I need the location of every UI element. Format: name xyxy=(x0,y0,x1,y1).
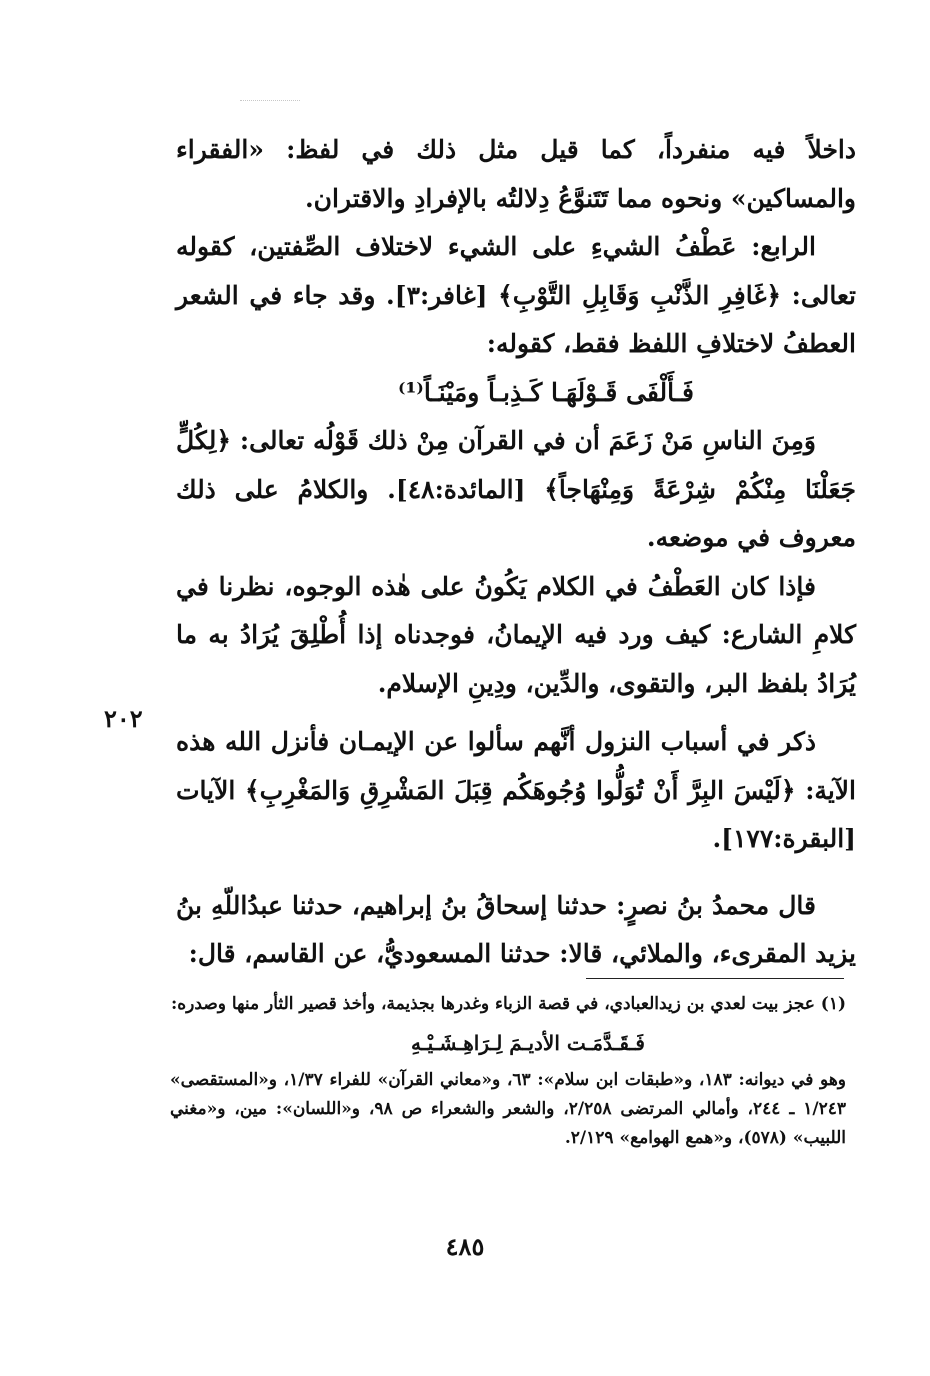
paragraph-2: الرابع: عَطْفُ الشيءِ على الشيء لاختلاف الصِّفتين، كقوله تعالى: ﴿غَافِرِ الذَّنْبِ وَقَابِلِ التَّوْبِ﴾ [غافر:٣]. وقد جاء في الشعر العطفُ لاختلافِ اللفظ فقط، كقوله: xyxy=(176,232,857,358)
paragraph-3: وَمِنَ الناسِ مَنْ زَعَمَ أن في القرآن مِنْ ذلك قَوْلُه تعالى: ﴿لِكُلٍّ جَعَلْنَا مِنْكُمْ شِرْعَةً وَمِنْهَاجاً﴾ [المائدة:٤٨]. والكلامُ على ذلك معروف في موضعه. xyxy=(176,426,856,552)
footnote-1: (١) عجز بيت لعدي بن زيدالعبادي، في قصة الزباء وغدرها بجذيمة، وأخذ قصير الثأر منها وصدره: xyxy=(171,994,846,1014)
main-text-body xyxy=(176,126,856,979)
footnote-verse: فَـقَـدَّمَـت الأديـمَ لِـرَاهِـشَـيْـهِ xyxy=(411,1031,645,1055)
footnote-sources: وهو في ديوانه: ١٨٣، و«طبقات ابن سلام»: ٦٣، و«معاني القرآن» للفراء ١/٣٧، و«المستقصى» ١/٢٤٣ ـ ٢٤٤، وأمالي المرتضى ٢/٢٥٨، والشعر والشعراء ص ٩٨، و«اللسان»: مين، و«مغني اللبيب» (٥٧٨)، و«همع الهوامع» ٢/١٢٩. xyxy=(170,1070,846,1148)
footnotes xyxy=(170,990,846,1153)
paragraph-4: فإذا كان العَطْفُ في الكلام يَكُونُ على هٰذه الوجوه، نظرنا في كلامِ الشارع: كيف ورد فيه الإيمانُ، فوجدناه إذا أُطْلِقَ يُرَادُ به ما يُرَادُ بلفظ البر، والتقوى، والدِّين، ودِينِ الإسلام. xyxy=(176,571,856,698)
margin-number: ٢٠٢ xyxy=(104,704,143,733)
page-number: ٤٨٥ xyxy=(445,1232,485,1261)
paragraph-5: ذكر في أسباب النزول أنَّهم سألوا عن الإيمـان فأنزل الله هذه الآية: ﴿لَيْسَ البِرَّ أَنْ تُوَلُّوا وُجُوهَكُم قِبَلَ المَشْرِقِ وَالمَغْرِبِ﴾ الآيات [البقرة:١٧٧]. xyxy=(176,727,856,853)
poetry-verse: فَـأَلْفَى قَـوْلَهَـا كَـذِبـاً ومَيْنَـاً⁽¹⁾ xyxy=(398,377,694,407)
scan-speck xyxy=(240,100,300,102)
paragraph-6: قال محمدُ بنُ نصرٍ: حدثنا إسحاقُ بنُ إبراهيم، حدثنا عبدُاللّهِ بنُ يزيد المقرىء، والملائي، قالا: حدثنا المسعوديُّ، عن القاسم، قال: xyxy=(176,890,856,968)
footnote-separator xyxy=(586,978,844,979)
paragraph-1: داخلاً فيه منفرداً، كما قيل مثل ذلك في لفظ: «الفقراء والمساكين» ونحوه مما تَتَنوَّعُ دِلالتُه بالإفرادِ والاقتران. xyxy=(176,135,856,213)
